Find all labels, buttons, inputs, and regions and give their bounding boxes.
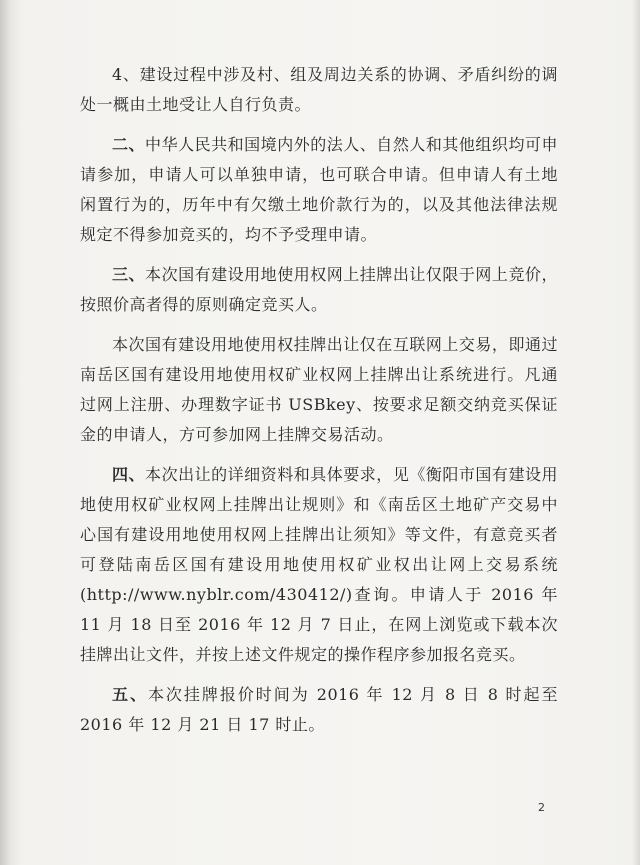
paragraph-text: 本次国有建设用地使用权挂牌出让仅在互联网上交易，即通过南岳区国有建设用地使用权矿业权网上挂牌出让系统进行。凡通过网上注册、办理数字证书 USBkey、按要求足额交纳竞买保证金的申请人，方可参加网上挂牌交易活动。 — [80, 335, 558, 444]
paragraph-quotation-time — [80, 680, 558, 740]
paragraph-lead: 四、 — [112, 465, 146, 484]
paragraph-online-trading — [80, 330, 558, 450]
paragraph-text: 本次出让的详细资料和具体要求，见《衡阳市国有建设用地使用权矿业权网上挂牌出让规则》和《南岳区土地矿产交易中心国有建设用地使用权网上挂牌出让须知》等文件，有意竞买者可登陆南岳区国有建设用地使用权矿业权出让网上交易系统(http://www.nyblr.com/430412/)查询。申请人于 2016 年 11 月 18 日至 2016 年 12 月 7 日止，在网上浏览或下载本次挂牌出让文件，并按上述文件规定的操作程序参加报名竞买。 — [80, 465, 558, 664]
paragraph-lead: 五、 — [112, 685, 148, 704]
paragraph-documents — [80, 460, 558, 670]
paragraph-lead: 二、 — [112, 135, 146, 154]
paragraph-online-bidding — [80, 260, 558, 320]
page-number: 2 — [538, 801, 545, 814]
paragraph-text: 4、建设过程中涉及村、组及周边关系的协调、矛盾纠纷的调处一概由土地受让人自行负责。 — [80, 65, 558, 114]
paragraph-text: 中华人民共和国境内外的法人、自然人和其他组织均可申请参加，申请人可以单独申请，也可联合申请。但申请人有土地闲置行为的，历年中有欠缴土地价款行为的，以及其他法律法规规定不得参加竞买的，均不予受理申请。 — [80, 135, 558, 244]
paragraph-coordination — [80, 60, 558, 120]
paragraph-text: 本次国有建设用地使用权网上挂牌出让仅限于网上竞价，按照价高者得的原则确定竞买人。 — [80, 265, 558, 314]
paragraph-lead: 三、 — [112, 265, 146, 284]
document-body — [80, 60, 558, 750]
paragraph-text: 本次挂牌报价时间为 2016 年 12 月 8 日 8 时起至 2016 年 12 月 21 日 17 时止。 — [80, 685, 558, 734]
paragraph-eligibility — [80, 130, 558, 250]
